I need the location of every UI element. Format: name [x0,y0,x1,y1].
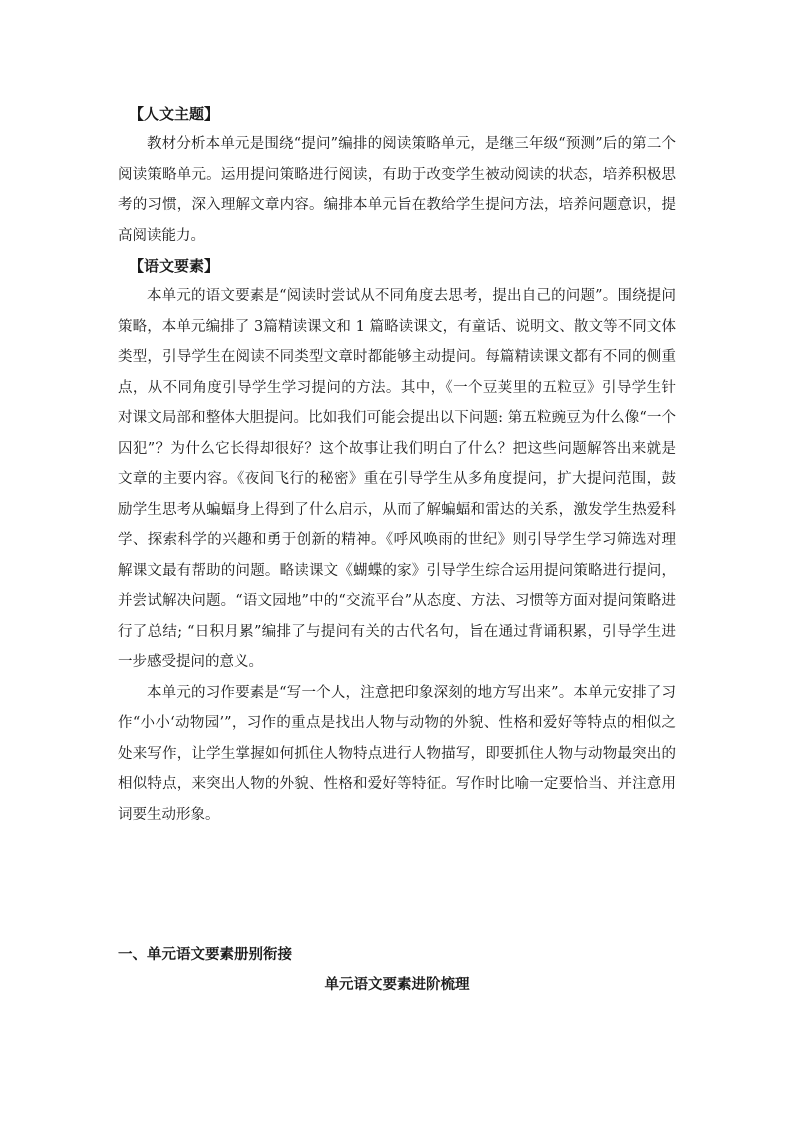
humanities-heading: 【人文主题】 [129,105,220,123]
section-subtitle: 单元语文要素进阶梳理 [324,977,470,993]
humanities-paragraph: 教材分析本单元是围绕“提问”编排的阅读策略单元，是继三年级“预测”后的第二个阅读策略单元。运用提问策略进行阅读，有助于改变学生被动阅读的状态，培养积极思考的习惯，深入理解文章内容。编排本单元旨在教给学生提问方法，培养问题意识，提高阅读能力。 [118,136,676,244]
language-elements-heading: 【语文要素】 [129,257,220,275]
document-body [118,99,676,830]
writing-elements-paragraph: 本单元的习作要素是“写一个人，注意把印象深刻的地方写出来”。本单元安排了习作“小小‘动物园’”，习作的重点是找出人物与动物的外貌、性格和爱好等特点的相似之处来写作，让学生掌握如何抓住人物特点进行人物描写，即要抓住人物与动物最突出的相似特点，来突出人物的外貌、性格和爱好等特征。写作时比喻一定要恰当、并注意用词要生动形象。 [118,684,676,823]
language-elements-paragraph: 本单元的语文要素是“阅读时尝试从不同角度去思考，提出自己的问题”。围绕提问策略，本单元编排了 3篇精读课文和 1 篇略读课文，有童话、说明文、散文等不同文体类型，引导学生在阅读不同类型文章时都能够主动提问。每篇精读课文都有不同的侧重点，从不同角度引导学生学习提问的方法。其中，《一个豆荚里的五粒豆》引导学生针对课文局部和整体大胆提问。比如我们可能会提出以下问题: 第五粒豌豆为什么像“一个囚犯”？为什么它长得却很好？这个故事让我们明白了什么？把这些问题解答出来就是文章的主要内容。《夜间飞行的秘密》重在引导学生从多角度提问，扩大提问范围，鼓励学生思考从蝙蝠身上得到了什么启示，从而了解蝙蝠和雷达的关系，激发学生热爱科学、探索科学的兴趣和勇于创新的精神。《呼风唤雨的世纪》则引导学生学习筛选对理解课文最有帮助的问题。略读课文《蝴蝶的家》引导学生综合运用提问策略进行提问，并尝试解决问题。“语文园地”中的“交流平台”从态度、方法、习惯等方面对提问策略进行了总结; “日积月累”编排了与提问有关的古代名句，旨在通过背诵积累，引导学生进一步感受提问的意义。 [118,288,676,670]
section-title: 一、单元语文要素册别衔接 [118,947,292,963]
